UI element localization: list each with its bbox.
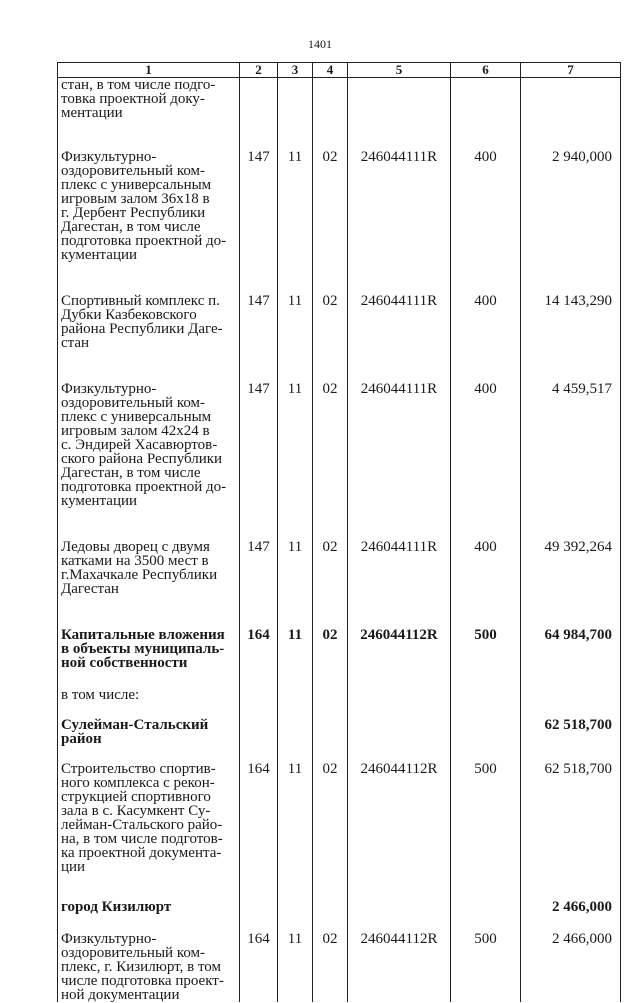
row-name-cell: Физкультурно- оздоровительный ком- плекс с универсальным игровым залом 42х24 в с. Эндирей Хасавюртов- ского района Республики Дагестан, в том числе подготовка проектной до- кументации xyxy=(58,382,240,540)
row-col3-cell: 11 xyxy=(278,628,313,688)
col-header-5: 5 xyxy=(348,63,451,78)
row-name-cell: Строительство спортив- ного комплекса с рекон- струкцией спортивного зала в с. Касумкент Су- лейман-Стальского райо- на, в том числе подготов- ка проектной документа- ции xyxy=(58,762,240,900)
row-col6-cell: 500 xyxy=(451,762,521,900)
row-col2-cell: 147 xyxy=(240,294,278,382)
header-row xyxy=(58,63,621,78)
row-col3-cell: 11 xyxy=(278,382,313,540)
row-col6-cell: 400 xyxy=(451,150,521,294)
row-col5-cell xyxy=(348,78,451,151)
row-col2-cell xyxy=(240,718,278,762)
row-col2-cell: 147 xyxy=(240,150,278,294)
row-name-cell: Физкультурно- оздоровительный ком- плекс, г. Кизилюрт, в том числе подготовка проект- ной документации xyxy=(58,932,240,1002)
col-header-7: 7 xyxy=(521,63,621,78)
row-col4-cell: 02 xyxy=(313,294,348,382)
row-col5-cell: 246044112R xyxy=(348,762,451,900)
table-row xyxy=(58,628,621,688)
table-row xyxy=(58,762,621,900)
row-col5-cell xyxy=(348,718,451,762)
row-col4-cell: 02 xyxy=(313,382,348,540)
row-col4-cell xyxy=(313,688,348,718)
row-amount-cell: 2 466,000 xyxy=(521,900,621,932)
row-col6-cell: 500 xyxy=(451,932,521,1002)
row-col2-cell: 147 xyxy=(240,540,278,628)
row-col5-cell: 246044112R xyxy=(348,932,451,1002)
row-col2-cell: 164 xyxy=(240,762,278,900)
budget-table xyxy=(57,62,621,1002)
row-col4-cell xyxy=(313,78,348,151)
row-amount-cell: 14 143,290 xyxy=(521,294,621,382)
row-amount-cell: 49 392,264 xyxy=(521,540,621,628)
row-amount-cell: 2 466,000 xyxy=(521,932,621,1002)
table-row xyxy=(58,932,621,1002)
row-col6-cell: 400 xyxy=(451,540,521,628)
row-col5-cell xyxy=(348,688,451,718)
row-col4-cell: 02 xyxy=(313,628,348,688)
row-col3-cell: 11 xyxy=(278,150,313,294)
row-col5-cell: 246044111R xyxy=(348,382,451,540)
table-row xyxy=(58,294,621,382)
table-row xyxy=(58,150,621,294)
row-col4-cell: 02 xyxy=(313,932,348,1002)
row-amount-cell: 4 459,517 xyxy=(521,382,621,540)
row-col6-cell: 400 xyxy=(451,294,521,382)
table-row xyxy=(58,78,621,151)
row-col6-cell xyxy=(451,718,521,762)
row-name-cell: Сулейман-Стальский район xyxy=(58,718,240,762)
row-col6-cell xyxy=(451,688,521,718)
row-col3-cell: 11 xyxy=(278,762,313,900)
row-col2-cell xyxy=(240,688,278,718)
row-amount-cell xyxy=(521,688,621,718)
row-col2-cell: 164 xyxy=(240,932,278,1002)
row-amount-cell xyxy=(521,78,621,151)
row-col3-cell: 11 xyxy=(278,932,313,1002)
col-header-2: 2 xyxy=(240,63,278,78)
row-col6-cell: 400 xyxy=(451,382,521,540)
row-name-cell: Ледовы дворец с двумя катками на 3500 мест в г.Махачкале Республики Дагестан xyxy=(58,540,240,628)
row-amount-cell: 2 940,000 xyxy=(521,150,621,294)
table-row xyxy=(58,718,621,762)
table-row xyxy=(58,540,621,628)
row-col3-cell: 11 xyxy=(278,540,313,628)
row-col5-cell: 246044112R xyxy=(348,628,451,688)
row-name-cell: стан, в том числе подго- товка проектной доку- ментации xyxy=(58,78,240,151)
row-col4-cell: 02 xyxy=(313,762,348,900)
row-name-cell: в том числе: xyxy=(58,688,240,718)
row-col2-cell xyxy=(240,78,278,151)
row-name-cell: город Кизилюрт xyxy=(58,900,240,932)
row-col6-cell xyxy=(451,78,521,151)
col-header-1: 1 xyxy=(58,63,240,78)
row-col2-cell: 164 xyxy=(240,628,278,688)
row-col4-cell: 02 xyxy=(313,150,348,294)
row-col3-cell xyxy=(278,78,313,151)
page-number: 1401 xyxy=(308,37,332,51)
row-col3-cell xyxy=(278,718,313,762)
row-col3-cell: 11 xyxy=(278,294,313,382)
table-row xyxy=(58,382,621,540)
col-header-4: 4 xyxy=(313,63,348,78)
col-header-3: 3 xyxy=(278,63,313,78)
row-col5-cell: 246044111R xyxy=(348,150,451,294)
row-name-cell: Спортивный комплекс п. Дубки Казбековского района Республики Даге- стан xyxy=(58,294,240,382)
row-col4-cell xyxy=(313,718,348,762)
row-amount-cell: 62 518,700 xyxy=(521,718,621,762)
col-header-6: 6 xyxy=(451,63,521,78)
row-name-cell: Капитальные вложения в объекты муниципаль- ной собственности xyxy=(58,628,240,688)
table-row xyxy=(58,688,621,718)
row-col2-cell: 147 xyxy=(240,382,278,540)
row-amount-cell: 64 984,700 xyxy=(521,628,621,688)
row-amount-cell: 62 518,700 xyxy=(521,762,621,900)
row-col4-cell: 02 xyxy=(313,540,348,628)
row-col6-cell: 500 xyxy=(451,628,521,688)
row-col5-cell: 246044111R xyxy=(348,540,451,628)
row-col3-cell xyxy=(278,688,313,718)
row-name-cell: Физкультурно- оздоровительный ком- плекс с универсальным игровым залом 36х18 в г. Дербент Республики Дагестан, в том числе подготовка проектной до- кументации xyxy=(58,150,240,294)
row-col5-cell: 246044111R xyxy=(348,294,451,382)
